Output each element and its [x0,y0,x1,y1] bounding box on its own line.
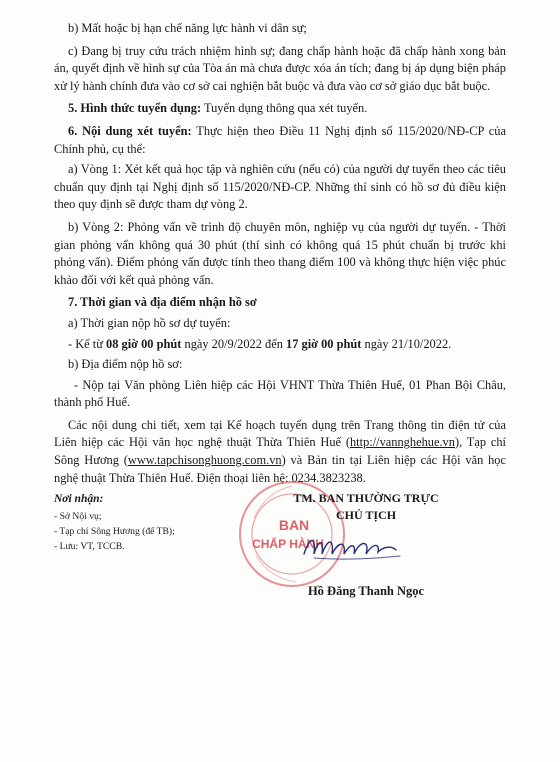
seal-text-1: BAN [278,517,310,533]
place-text: - Nộp tại Văn phòng Liên hiệp các Hội VHNT Thừa Thiên Huế, 01 Phan Bội Châu, thành phố Huế. [54,377,506,410]
place-label: b) Địa điểm nộp hồ sơ: [68,357,183,372]
details-text-1: Các nội dung chi tiết, xem tại Kế hoạch tuyển dụng trên Trang thông tin điện tử của Liên hiệp các Hội văn học nghệ thuật Thừa Thiên Huế ( [54,417,506,450]
recipients-block [54,492,254,554]
details-paragraph [54,417,506,487]
time-mid: ngày 20/9/2022 đến [181,336,287,351]
signature-role: CHỦ TỊCH [335,508,397,522]
handwritten-signature [300,530,410,566]
time-start: 08 giờ 00 phút [106,336,182,351]
vannghehue-link[interactable]: http://vannghehue.vn [349,435,455,450]
section-5 [54,100,506,118]
section-6-text: Thực hiện theo Điều 11 Nghị định số 115/2020/NĐ-CP của Chính phủ, cụ thể: [54,123,506,156]
signer-name: Hồ Đăng Thanh Ngọc [307,584,425,598]
section-7-heading-text: 7. Thời gian và địa điểm nhận hồ sơ [68,295,257,310]
recipient-item: - Sở Nội vụ; [54,511,102,522]
recipient-item: - Tạp chí Sông Hương (để TB); [54,526,175,537]
seal-text-2: CHẤP HÀNH [252,537,324,551]
section-5-heading: 5. Hình thức tuyển dụng: [68,101,202,116]
round-1: a) Vòng 1: Xét kết quả học tập và nghiên cứu (nếu có) của người dự tuyển theo các tiêu chuẩn quy định tại Nghị định số 115/2020/NĐ-CP. Những thí sinh có hồ sơ đủ điều kiện theo quy định sẽ được tham dự vòng 2. [54,162,506,212]
tapchisonghuong-link[interactable]: www.tapchisonghuong.com.vn [127,453,282,468]
round-2: b) Vòng 2: Phỏng vấn về trình độ chuyên môn, nghiệp vụ của người dự tuyển. - Thời gian phỏng vấn không quá 30 phút (thí sinh có không quá 15 phút chuẩn bị trước khi phỏng vấn). Điểm phỏng vấn được tính theo thang điểm 100 và không thực hiện việc phúc khảo đối với kết quả phỏng vấn. [54,219,506,287]
time-end: 17 giờ 00 phút [286,336,362,351]
section-6-heading: 6. Nội dung xét tuyển: [68,123,192,138]
recipients-title: Nơi nhận: [54,493,104,505]
details-text-3: ) và Bản tin tại Liên hiệp các Hội văn học nghệ thuật Thừa Thiên Huế. Điện thoại liên hệ: 0234.3823238. [54,453,506,485]
document-body [54,20,506,492]
time-label: a) Thời gian nộp hồ sơ dự tuyển: [68,315,231,330]
time-suffix: ngày 21/10/2022. [361,336,452,351]
time-range [54,336,506,354]
paragraph-b-civil: b) Mất hoặc bị hạn chế năng lực hành vi dân sự; [68,21,307,35]
time-prefix: - Kể từ [68,336,107,351]
paragraph-c-criminal: c) Đang bị truy cứu trách nhiệm hình sự; đang chấp hành hoặc đã chấp hành xong bản án, quyết định về hình sự của Tòa án mà chưa được xóa án tích; đang bị áp dụng biện pháp xử lý hành chính đưa vào cơ sở cai nghiện bắt buộc và đưa vào cơ sở giáo dục bắt buộc. [54,43,506,93]
signature-title: TM. BAN THƯỜNG TRỰC [293,491,439,505]
details-text-2: ), Tạp chí Sông Hương ( [54,435,506,468]
section-6 [54,123,506,158]
section-7-heading [54,294,506,312]
recipient-item: - Lưu: VT, TCCB. [54,541,125,552]
section-5-text: Tuyển dụng thông qua xét tuyển. [201,101,368,116]
